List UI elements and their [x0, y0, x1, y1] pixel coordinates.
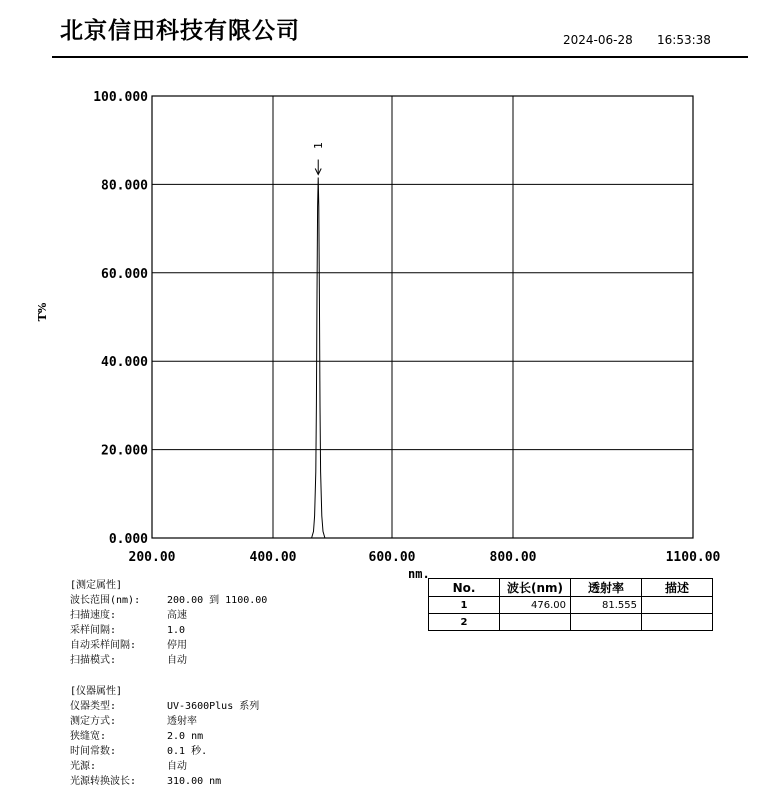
cell-wavelength [500, 614, 571, 631]
y-tick-label: 100.000 [93, 90, 148, 105]
x-tick-label: 1100.00 [665, 550, 721, 565]
instrument-properties-title: [仪器属性] [70, 686, 123, 697]
col-header-wavelength: 波长(nm) [500, 579, 571, 597]
x-tick-label: 800.00 [489, 550, 537, 565]
property-row [70, 593, 268, 608]
y-tick-label: 80.000 [101, 178, 148, 194]
property-value: 停用 [167, 640, 187, 651]
plot-frame [152, 96, 693, 538]
property-key: 光源转换波长: [70, 776, 137, 787]
property-value: UV-3600Plus 系列 [167, 701, 260, 712]
col-header-description: 描述 [642, 579, 713, 597]
y-axis-label: T% [36, 302, 49, 322]
property-key: 光源: [70, 761, 97, 772]
property-key: 扫描模式: [70, 655, 117, 666]
peak-table-header [429, 579, 713, 597]
property-row [70, 774, 222, 789]
x-tick-label: 600.00 [368, 550, 416, 565]
cell-no: 1 [429, 597, 500, 614]
print-time: 16:53:38 [657, 33, 711, 47]
col-header-no: No. [429, 579, 500, 597]
property-value: 自动 [167, 761, 187, 772]
property-value: 透射率 [167, 716, 197, 727]
property-value: 1.0 [167, 625, 186, 636]
property-value: 200.00 到 1100.00 [167, 595, 268, 606]
property-key: 时间常数: [70, 746, 117, 757]
x-axis-label: nm. [408, 567, 430, 581]
property-row [70, 608, 187, 623]
property-key: 狭缝宽: [70, 731, 107, 742]
cell-no: 2 [429, 614, 500, 631]
property-value: 2.0 nm [167, 731, 204, 742]
property-key: 仪器类型: [70, 701, 117, 712]
measurement-properties [70, 578, 268, 668]
x-tick-label: 400.00 [249, 550, 297, 565]
property-row [70, 653, 187, 668]
property-row [70, 759, 187, 774]
cell-transmittance [571, 614, 642, 631]
property-key: 自动采样间隔: [70, 640, 137, 651]
print-date: 2024-06-28 [563, 33, 633, 47]
y-tick-label: 40.000 [101, 355, 148, 371]
y-tick-label: 20.000 [101, 443, 148, 459]
property-key: 波长范围(nm): [70, 595, 141, 606]
table-row [429, 597, 713, 614]
company-name: 北京信田科技有限公司 [60, 18, 300, 44]
property-row [70, 699, 260, 714]
property-key: 采样间隔: [70, 625, 117, 636]
property-key: 测定方式: [70, 716, 117, 727]
property-row [70, 714, 197, 729]
cell-description [642, 614, 713, 631]
cell-wavelength: 476.00 [500, 597, 571, 614]
property-value: 0.1 秒. [167, 746, 208, 757]
y-tick-label: 0.000 [108, 532, 148, 547]
col-header-transmittance: 透射率 [571, 579, 642, 597]
property-value: 310.00 nm [167, 776, 222, 787]
property-row [70, 729, 204, 744]
property-key: 扫描速度: [70, 610, 117, 621]
instrument-properties [70, 684, 260, 789]
cell-description [642, 597, 713, 614]
peak-table [428, 578, 713, 631]
property-value: 高速 [167, 610, 187, 621]
y-tick-label: 60.000 [101, 266, 148, 282]
table-row [429, 614, 713, 631]
cell-transmittance: 81.555 [571, 597, 642, 614]
spectrum-line [312, 178, 325, 538]
property-row [70, 744, 208, 759]
peak-label: 1 [312, 142, 326, 150]
x-tick-label: 200.00 [128, 550, 176, 565]
measurement-properties-title: [测定属性] [70, 580, 123, 591]
property-row [70, 638, 187, 653]
property-value: 自动 [167, 655, 187, 666]
property-row [70, 623, 186, 638]
